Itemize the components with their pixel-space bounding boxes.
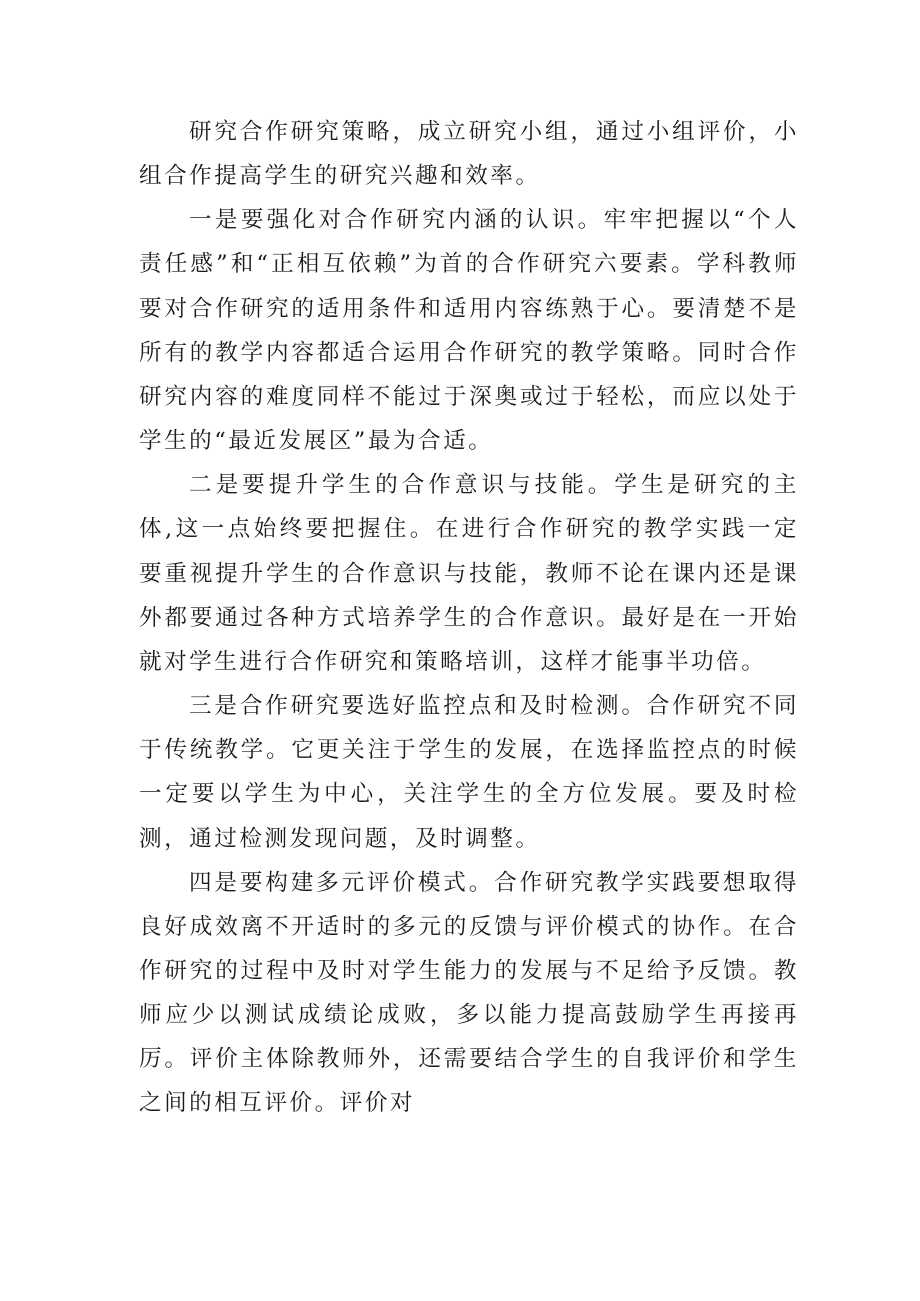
- paragraph-point-three: 三是合作研究要选好监控点和及时检测。合作研究不同于传统教学。它更关注于学生的发展，在选择监控点的时候一定要以学生为中心，关注学生的全方位发展。要及时检测，通过检测发现问题，及时调整。: [139, 693, 799, 852]
- document-body: [139, 110, 799, 1126]
- paragraph-point-four: 四是要构建多元评价模式。合作研究教学实践要想取得良好成效离不开适时的多元的反馈与评价模式的协作。在合作研究的过程中及时对学生能力的发展与不足给予反馈。教师应少以测试成绩论成败，多以能力提高鼓励学生再接再厉。评价主体除教师外，还需要结合学生的自我评价和学生之间的相互评价。评价对: [139, 869, 799, 1117]
- paragraph-point-one: 一是要强化对合作研究内涵的认识。牢牢把握以“个人责任感”和“正相互依赖”为首的合作研究六要素。学科教师要对合作研究的适用条件和适用内容练熟于心。要清楚不是所有的教学内容都适合运用合作研究的教学策略。同时合作研究内容的难度同样不能过于深奥或过于轻松，而应以处于学生的“最近发展区”最为合适。: [139, 207, 799, 455]
- paragraph-intro: 研究合作研究策略，成立研究小组，通过小组评价，小组合作提高学生的研究兴趣和效率。: [139, 119, 799, 190]
- paragraph-point-two: 二是要提升学生的合作意识与技能。学生是研究的主体,这一点始终要把握住。在进行合作研究的教学实践一定要重视提升学生的合作意识与技能，教师不论在课内还是课外都要通过各种方式培养学生的合作意识。最好是在一开始就对学生进行合作研究和策略培训，这样才能事半功倍。: [139, 472, 799, 675]
